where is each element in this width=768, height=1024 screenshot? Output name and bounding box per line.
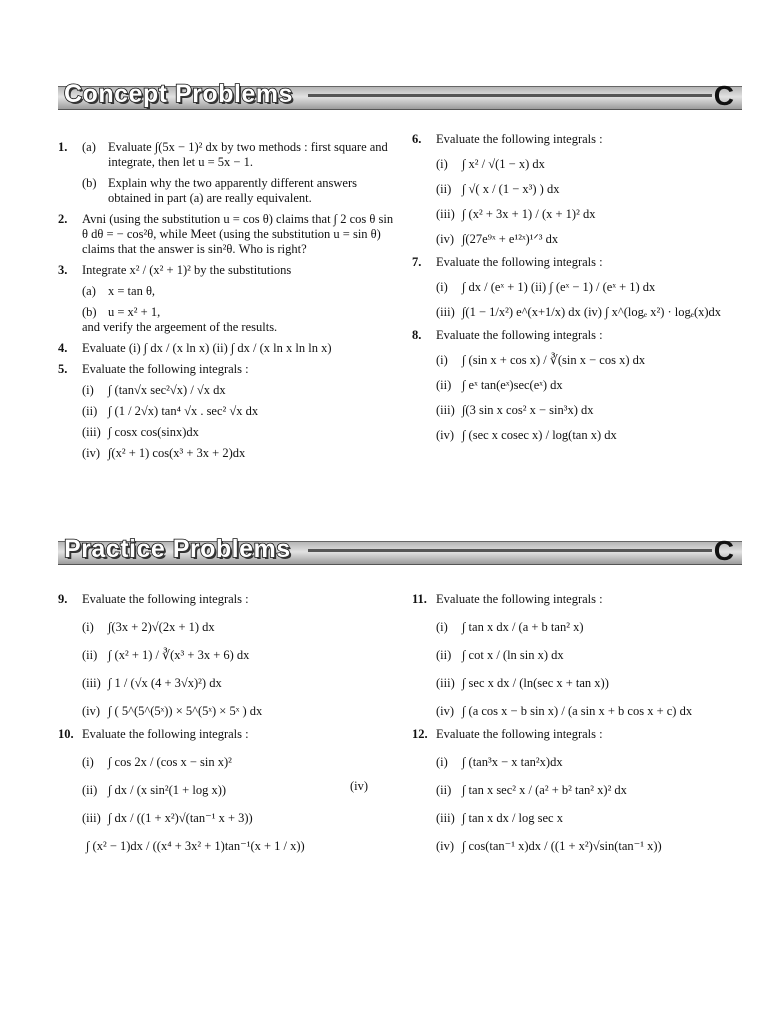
concept-right-column: [412, 132, 742, 451]
question-number: 8.: [412, 328, 422, 342]
question: [58, 362, 396, 461]
question-text: Integrate x² / (x² + 1)² by the substitutions: [82, 263, 292, 277]
question-part: [82, 620, 396, 635]
part-label: (ii): [436, 182, 452, 196]
question-part: [82, 284, 396, 299]
question-number: 1.: [58, 140, 68, 154]
part-label: (ii): [82, 648, 98, 662]
question-text: Evaluate the following integrals :: [436, 328, 603, 342]
part-expression: ∫ cot x / (ln sin x) dx: [462, 648, 564, 662]
question-part: [82, 704, 396, 719]
question-number: 12.: [412, 727, 428, 741]
part-expression: ∫ √( x / (1 − x³) ) dx: [462, 182, 560, 196]
part-expression: Evaluate ∫(5x − 1)² dx by two methods : first square and integrate, then let u = 5x − 1.: [108, 140, 388, 169]
part-expression: ∫ (sec x cosec x) / log(tan x) dx: [462, 428, 617, 442]
question-text: Avni (using the substitution u = cos θ) claims that ∫ 2 cos θ sin θ dθ = − cos²θ, while Meet (using the substitution u = sin θ) claims that the answer is sin²θ. Who is right?: [82, 212, 394, 256]
part-label: (iv): [82, 704, 101, 718]
part-label: (b): [82, 176, 97, 190]
part-label: (iii): [82, 425, 101, 439]
question-part: [436, 428, 742, 443]
question-part: [436, 839, 742, 854]
part-label: (iii): [436, 305, 455, 319]
question-part: [436, 755, 742, 770]
question-text: Evaluate the following integrals :: [82, 592, 249, 606]
banner-stripe: [308, 94, 712, 97]
part-label: (i): [82, 620, 94, 634]
section-title: Practice Problems: [64, 535, 291, 563]
question: [58, 727, 396, 854]
question-text: Evaluate the following integrals :: [82, 362, 249, 376]
part-expression: ∫ (x² + 1) / ∛(x³ + 3x + 6) dx: [108, 648, 250, 662]
part-label: (i): [436, 280, 448, 294]
part-label: (iv): [436, 428, 455, 442]
question-part: [436, 182, 742, 197]
part-expression: ∫(27e⁹ˣ + e¹²ˣ)¹ᐟ³ dx: [462, 232, 559, 246]
part-expression: ∫ dx / (eˣ + 1) (ii) ∫ (eˣ − 1) / (eˣ + 1) dx: [462, 280, 656, 294]
stray-label: (iv): [350, 779, 369, 793]
question: [58, 341, 396, 356]
question-number: 9.: [58, 592, 68, 606]
part-expression: ∫(1 − 1/x²) e^(x+1/x) dx (iv) ∫ x^(logₑ x²) · logₑ(x)dx: [462, 305, 722, 319]
question-part: [436, 280, 742, 295]
question: [58, 212, 396, 257]
part-label: (ii): [82, 783, 98, 797]
practice-left-column: [58, 592, 396, 862]
part-expression: ∫ (tan³x − x tan²x)dx: [462, 755, 563, 769]
part-expression: u = x² + 1,: [108, 305, 161, 319]
question-text: Evaluate the following integrals :: [436, 132, 603, 146]
question: [412, 592, 742, 719]
part-label: (i): [82, 755, 94, 769]
part-expression: ∫ tan x dx / (a + b tan² x): [462, 620, 584, 634]
question-number: 7.: [412, 255, 422, 269]
question: [412, 328, 742, 443]
part-expression: ∫ ( 5^(5^(5ˣ)) × 5^(5ˣ) × 5ˣ ) dx: [108, 704, 263, 718]
part-expression: ∫ (tan√x sec²√x) / √x dx: [108, 383, 226, 397]
question-part: [436, 676, 742, 691]
question-text: Evaluate the following integrals :: [82, 727, 249, 741]
question-part: [436, 232, 742, 247]
part-expression: ∫ eˣ tan(eˣ)sec(eˣ) dx: [462, 378, 563, 392]
part-expression: ∫(3 sin x cos² x − sin³x) dx: [462, 403, 594, 417]
question-part: [436, 648, 742, 663]
question-part: [82, 676, 396, 691]
part-label: (iv): [436, 839, 455, 853]
practice-right-column: [412, 592, 742, 862]
part-label: (ii): [82, 404, 98, 418]
part-expression: ∫ (x² − 1)dx / ((x⁴ + 3x² + 1)tan⁻¹(x + 1 / x)): [86, 839, 305, 853]
question-part: [82, 425, 396, 440]
question-number: 6.: [412, 132, 422, 146]
part-expression: ∫ x² / √(1 − x) dx: [462, 157, 545, 171]
question-part: [82, 755, 396, 770]
question-number: 5.: [58, 362, 68, 376]
question-part: [436, 811, 742, 826]
part-label: (iv): [436, 232, 455, 246]
part-expression: ∫ tan x sec² x / (a² + b² tan² x)² dx: [462, 783, 627, 797]
question-text: Evaluate the following integrals :: [436, 727, 603, 741]
question: [412, 132, 742, 247]
question-part: [82, 811, 396, 826]
part-label: (i): [82, 383, 94, 397]
question: [58, 140, 396, 206]
question: [412, 727, 742, 854]
question-number: 2.: [58, 212, 68, 226]
part-label: (iii): [82, 676, 101, 690]
concept-left-column: [58, 134, 396, 467]
part-label: (i): [436, 157, 448, 171]
question: [58, 592, 396, 719]
part-expression: ∫ dx / ((1 + x²)√(tan⁻¹ x + 3)): [108, 811, 253, 825]
part-expression: ∫ cos(tan⁻¹ x)dx / ((1 + x²)√sin(tan⁻¹ x)): [462, 839, 662, 853]
question-text: Evaluate (i) ∫ dx / (x ln x) (ii) ∫ dx / (x ln x ln ln x): [82, 341, 332, 355]
question-text: Evaluate the following integrals :: [436, 592, 603, 606]
part-label: (ii): [436, 783, 452, 797]
question-number: 3.: [58, 263, 68, 277]
question-part: [436, 378, 742, 393]
part-label: (iv): [82, 446, 101, 460]
part-label: (a): [82, 284, 96, 298]
part-expression: ∫ sec x dx / (ln(sec x + tan x)): [462, 676, 609, 690]
part-expression: ∫ (x² + 3x + 1) / (x + 1)² dx: [462, 207, 596, 221]
part-expression: ∫(3x + 2)√(2x + 1) dx: [108, 620, 215, 634]
section-title: Concept Problems: [64, 80, 293, 108]
part-label: (iii): [436, 811, 455, 825]
part-label: (ii): [436, 378, 452, 392]
question-part: [436, 620, 742, 635]
part-label: (i): [436, 755, 448, 769]
question-part: [436, 783, 742, 798]
question: [412, 255, 742, 320]
part-label: (ii): [436, 648, 452, 662]
question-part: [82, 839, 396, 854]
part-label: (iii): [82, 811, 101, 825]
part-expression: ∫ cos 2x / (cos x − sin x)²: [108, 755, 232, 769]
section-letter: C: [713, 80, 734, 111]
question-part: [436, 403, 742, 418]
question-number: 4.: [58, 341, 68, 355]
practice-banner: [58, 535, 742, 567]
part-expression: ∫ (1 / 2√x) tan⁴ √x . sec² √x dx: [108, 404, 259, 418]
part-label: (iii): [436, 207, 455, 221]
question-part: [436, 353, 742, 368]
part-expression: ∫ cosx cos(sinx)dx: [108, 425, 199, 439]
part-expression: ∫(x² + 1) cos(x³ + 3x + 2)dx: [108, 446, 246, 460]
question-number: 10.: [58, 727, 74, 741]
part-label: (i): [436, 620, 448, 634]
part-expression: ∫ tan x dx / log sec x: [462, 811, 563, 825]
part-label: (iii): [436, 403, 455, 417]
question-part: [436, 305, 742, 320]
part-expression: ∫ (a cos x − b sin x) / (a sin x + b cos x + c) dx: [462, 704, 693, 718]
question-part: [82, 305, 396, 320]
part-label: (iv): [436, 704, 455, 718]
part-expression: x = tan θ,: [108, 284, 156, 298]
question: [58, 263, 396, 335]
question-number: 11.: [412, 592, 427, 606]
part-expression: ∫ dx / (x sin²(1 + log x)): [108, 783, 227, 797]
section-letter: C: [713, 535, 734, 566]
part-expression: ∫ (sin x + cos x) / ∛(sin x − cos x) dx: [462, 353, 646, 367]
question-part: [82, 446, 396, 461]
part-label: (iii): [436, 676, 455, 690]
question-part: [82, 140, 396, 170]
part-expression: Explain why the two apparently different answers obtained in part (a) are really equivalent.: [108, 176, 357, 205]
question-part: [82, 383, 396, 398]
part-label: (i): [436, 353, 448, 367]
concept-banner: [58, 80, 742, 112]
banner-stripe: [308, 549, 712, 552]
question-part: [436, 157, 742, 172]
question-part: [82, 648, 396, 663]
question-text: Evaluate the following integrals :: [436, 255, 603, 269]
question-part: [82, 176, 396, 206]
question-tail: and verify the argeement of the results.: [82, 320, 278, 334]
part-expression: ∫ 1 / (√x (4 + 3√x)²) dx: [108, 676, 222, 690]
question-part: [436, 207, 742, 222]
question-part: [82, 404, 396, 419]
question-part: [436, 704, 742, 719]
part-label: (b): [82, 305, 97, 319]
question-part: [82, 783, 396, 798]
part-label: (a): [82, 140, 96, 154]
